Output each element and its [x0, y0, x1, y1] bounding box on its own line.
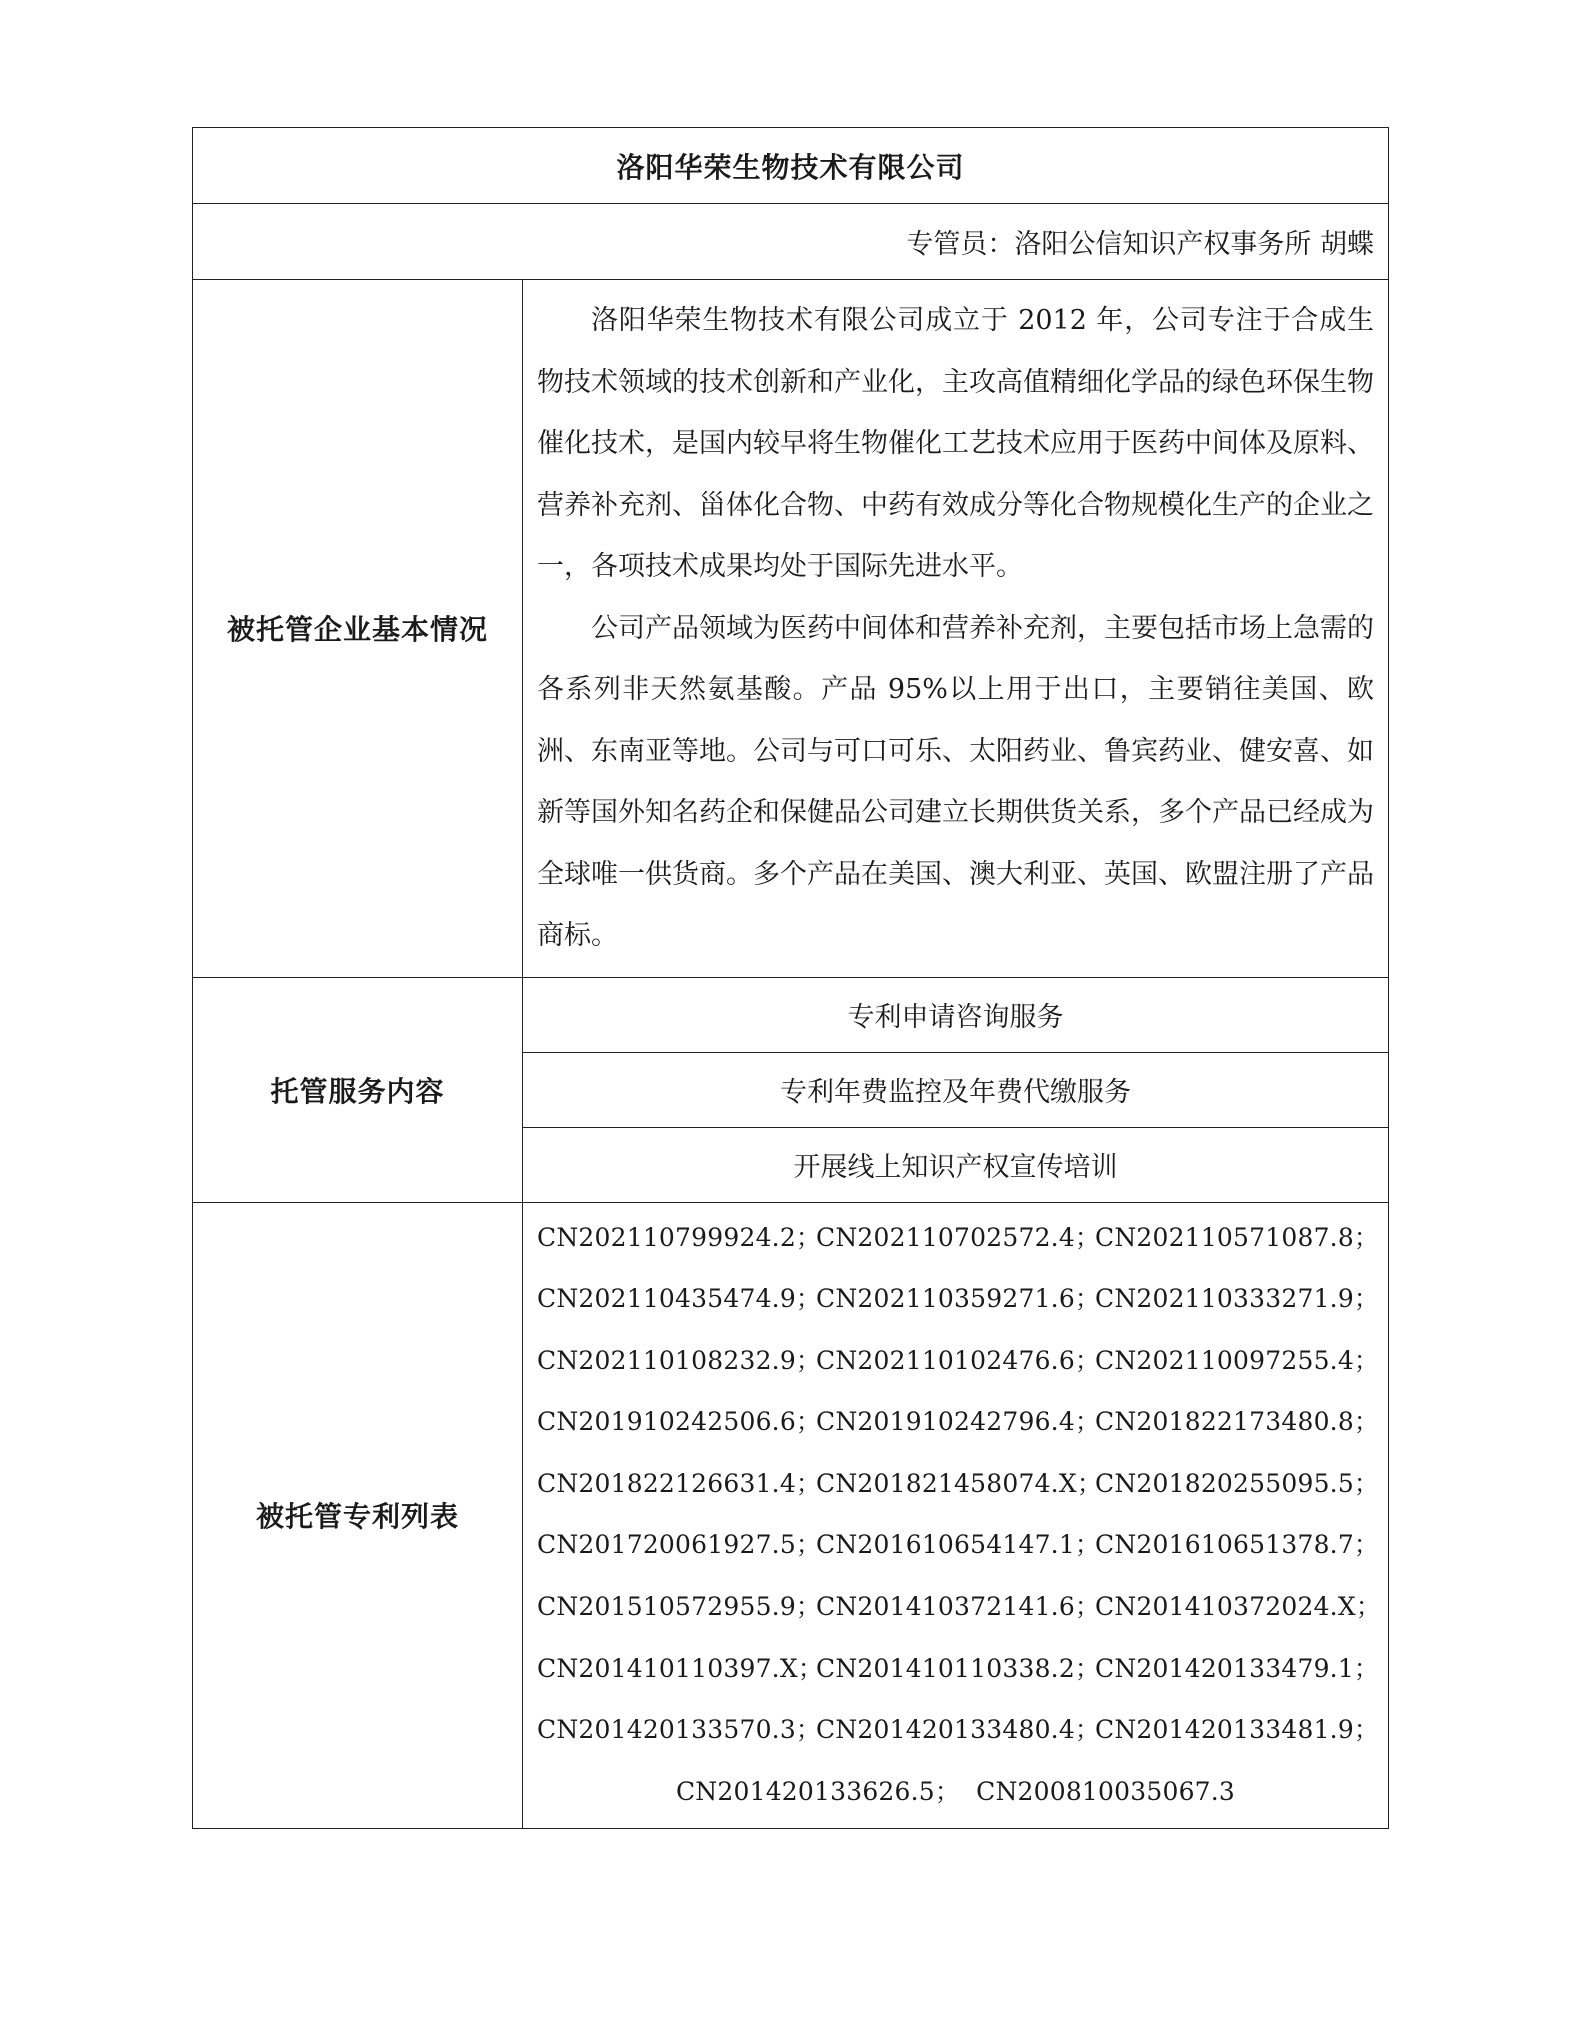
- service-item-annual-fee: 专利年费监控及年费代缴服务: [523, 1052, 1389, 1127]
- basic-info-content: [523, 280, 1389, 978]
- patent-number: CN201822173480.8；: [1095, 1407, 1380, 1437]
- patent-number: CN201410110338.2；: [816, 1653, 1101, 1683]
- patent-number: CN201910242506.6；: [537, 1407, 822, 1437]
- intro-paragraph-1: 洛阳华荣生物技术有限公司成立于 2012 年，公司专注于合成生物技术领域的技术创新和产业化，主攻高值精细化学品的绿色环保生物催化技术，是国内较早将生物催化工艺技术应用于医药中间体及原料、营养补充剂、甾体化合物、中药有效成分等化合物规模化生产的企业之一，各项技术成果均处于国际先进水平。: [537, 305, 1375, 582]
- patent-number: CN201420133626.5；: [675, 1776, 961, 1806]
- patent-number: CN202110108232.9；: [537, 1345, 822, 1375]
- patent-number: CN201420133570.3；: [537, 1715, 822, 1745]
- patent-number: CN202110435474.9；: [537, 1284, 822, 1314]
- patent-number: CN201610654147.1；: [816, 1530, 1101, 1560]
- patent-number: CN200810035067.3: [976, 1776, 1236, 1806]
- basic-info-label: 被托管企业基本情况: [193, 280, 523, 978]
- intro-paragraph-2: 公司产品领域为医药中间体和营养补充剂，主要包括市场上急需的各系列非天然氨基酸。产品 95%以上用于出口，主要销往美国、欧洲、东南亚等地。公司与可口可乐、太阳药业、鲁宾药业、健安喜、如新等国外知名药企和保健品公司建立长期供货关系，多个产品已经成为全球唯一供货商。多个产品在美国、澳大利亚、英国、欧盟注册了产品商标。: [537, 612, 1375, 951]
- service-item-training: 开展线上知识产权宣传培训: [523, 1127, 1389, 1202]
- patent-number: CN202110102476.6；: [816, 1345, 1101, 1375]
- trusteeship-info-table: [192, 127, 1389, 1829]
- patent-number: CN201820255095.5；: [1095, 1468, 1380, 1498]
- patent-list: [537, 1207, 1382, 1823]
- patents-label: 被托管专利列表: [193, 1202, 523, 1829]
- patent-number: CN201822126631.4；: [537, 1468, 822, 1498]
- patent-number: CN201410372141.6；: [816, 1592, 1101, 1622]
- patent-number: CN201420133481.9；: [1095, 1715, 1380, 1745]
- patent-number: CN202110097255.4；: [1095, 1345, 1380, 1375]
- patent-number: CN202110799924.2；: [537, 1222, 822, 1252]
- patent-number: CN201720061927.5；: [537, 1530, 822, 1560]
- patent-number: CN201410372024.X；: [1095, 1592, 1382, 1622]
- patent-list-cell: [523, 1202, 1389, 1829]
- patent-number: CN201610651378.7；: [1095, 1530, 1380, 1560]
- patent-number: CN201510572955.9；: [537, 1592, 822, 1622]
- patent-number: CN201420133479.1；: [1095, 1653, 1380, 1683]
- patent-number: CN201821458074.X；: [816, 1468, 1103, 1498]
- supervisor-line: 专管员：洛阳公信知识产权事务所 胡蝶: [193, 204, 1389, 280]
- patent-number: CN201410110397.X；: [537, 1653, 824, 1683]
- patent-number: CN202110333271.9；: [1095, 1284, 1380, 1314]
- patent-number: CN201910242796.4；: [816, 1407, 1101, 1437]
- company-title: 洛阳华荣生物技术有限公司: [193, 128, 1389, 204]
- service-item-patent-consulting: 专利申请咨询服务: [523, 977, 1389, 1052]
- patent-number: CN201420133480.4；: [816, 1715, 1101, 1745]
- patent-number: CN202110571087.8；: [1095, 1222, 1380, 1252]
- patent-number: CN202110359271.6；: [816, 1284, 1101, 1314]
- patent-number: CN202110702572.4；: [816, 1222, 1101, 1252]
- services-label: 托管服务内容: [193, 977, 523, 1202]
